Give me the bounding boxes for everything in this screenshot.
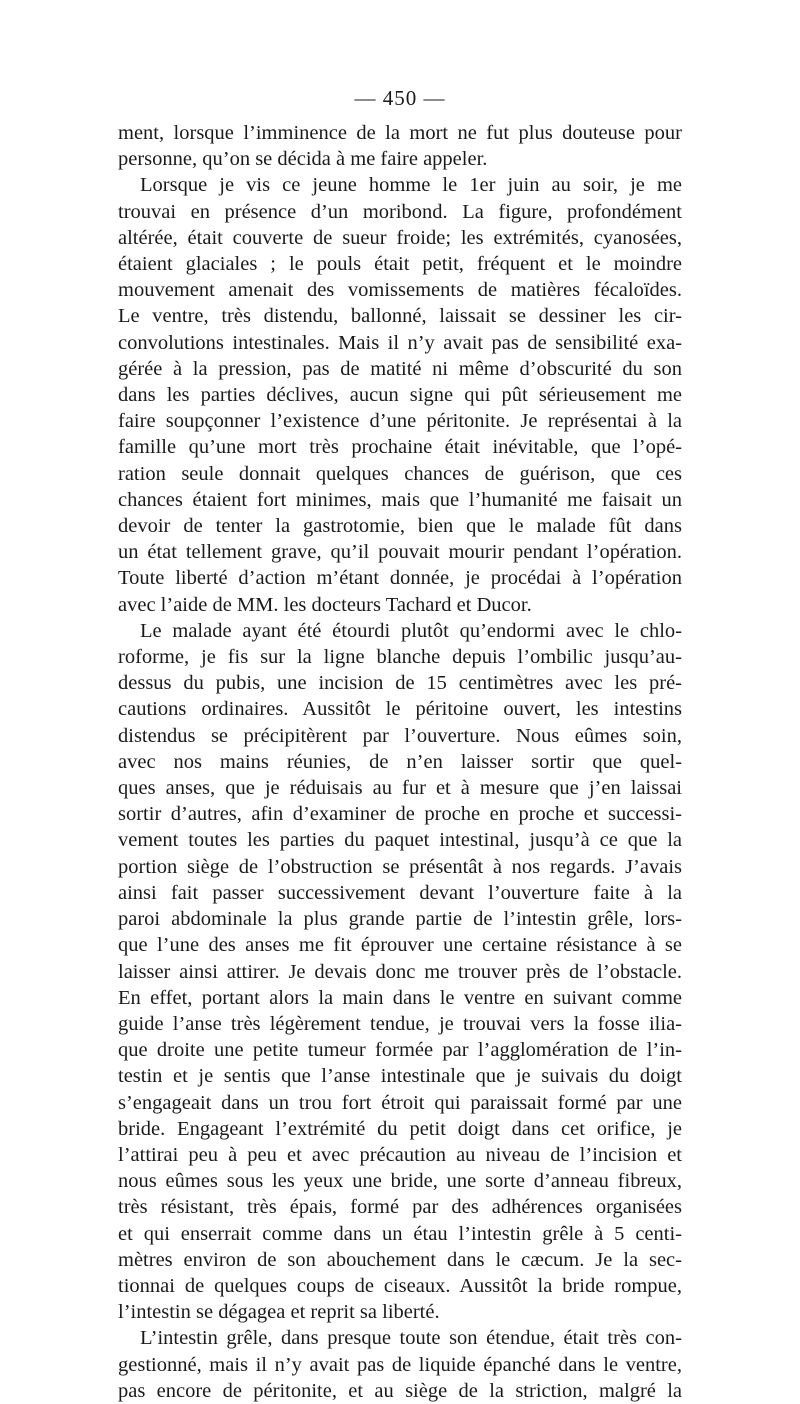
text-line: que l’une des anses me fit éprouver une certaine résistance à se: [118, 934, 682, 957]
text-line: personne, qu’on se décida à me faire appeler.: [118, 148, 488, 171]
text-line: gestionné, mais il n’y avait pas de liquide épanché dans le ventre,: [118, 1353, 682, 1376]
text-line: Le ventre, très distendu, ballonné, laissait se dessiner les cir-: [118, 305, 682, 328]
text-line: testin et je sentis que l’anse intestinale que je suivais du doigt: [118, 1065, 682, 1088]
text-line: nous eûmes sous les yeux une bride, une sorte d’anneau fibreux,: [118, 1170, 682, 1193]
text-line: que droite une petite tumeur formée par l’agglomération de l’in-: [118, 1039, 682, 1062]
text-line: Lorsque je vis ce jeune homme le 1er juin au soir, je me: [140, 174, 682, 197]
text-line: un état tellement grave, qu’il pouvait mourir pendant l’opération.: [118, 541, 682, 564]
text-line: mouvement amenait des vomissements de matières fécaloïdes.: [118, 279, 682, 302]
text-line: sortir d’autres, afin d’examiner de proche en proche et successi-: [118, 803, 682, 826]
text-line: bride. Engageant l’extrémité du petit doigt dans cet orifice, je: [118, 1117, 682, 1140]
text-line: ques anses, que je réduisais au fur et à mesure que j’en laissai: [118, 777, 682, 800]
text-line: l’intestin se dégagea et reprit sa liberté.: [118, 1301, 440, 1324]
text-line: dans les parties déclives, aucun signe qui pût sérieusement me: [118, 384, 682, 407]
text-line: ment, lorsque l’imminence de la mort ne fut plus douteuse pour: [118, 122, 682, 144]
text-line: laisser ainsi attirer. Je devais donc me trouver près de l’obstacle.: [118, 960, 682, 983]
text-line: distendus se précipitèrent par l’ouverture. Nous eûmes soin,: [118, 724, 682, 747]
page-number: — 450 —: [354, 86, 446, 110]
text-line: mètres environ de son abouchement dans le cæcum. Je la sec-: [118, 1248, 682, 1271]
text-line: devoir de tenter la gastrotomie, bien que le malade fût dans: [118, 515, 682, 538]
body-text: [118, 120, 682, 1404]
paragraph: [118, 172, 682, 617]
text-line: avec nos mains réunies, de n’en laisser sortir que quel-: [118, 750, 682, 773]
text-line: convolutions intestinales. Mais il n’y avait pas de sensibilité exa-: [118, 331, 682, 354]
text-line: avec l’aide de MM. les docteurs Tachard et Ducor.: [118, 593, 532, 616]
text-line: roforme, je fis sur la ligne blanche depuis l’ombilic jusqu’au-: [118, 646, 682, 669]
text-line: et qui enserrait comme dans un étau l’intestin grêle à 5 centi-: [118, 1222, 682, 1245]
text-line: s’engageait dans un trou fort étroit qui paraissait formé par une: [118, 1091, 682, 1114]
text-line: tionnai de quelques coups de ciseaux. Aussitôt la bride rompue,: [118, 1274, 682, 1297]
text-line: gérée à la pression, pas de matité ni même d’obscurité du son: [118, 357, 682, 380]
book-page: [118, 84, 682, 1404]
text-line: famille qu’une mort très prochaine était inévitable, que l’opé-: [118, 436, 682, 459]
text-line: portion siège de l’obstruction se présentât à nos regards. J’avais: [118, 855, 682, 878]
paragraph: [118, 618, 682, 1325]
paragraph: [118, 1325, 682, 1404]
text-line: En effet, portant alors la main dans le ventre en suivant comme: [118, 986, 682, 1009]
text-line: très résistant, très épais, formé par des adhérences organisées: [118, 1196, 682, 1219]
text-line: ainsi fait passer successivement devant l’ouverture faite à la: [118, 881, 682, 904]
text-line: chances étaient fort minimes, mais que l’humanité me faisait un: [118, 488, 682, 511]
text-line: paroi abdominale la plus grande partie de l’intestin grêle, lors-: [118, 908, 682, 931]
text-line: trouvai en présence d’un moribond. La figure, profondément: [118, 200, 682, 223]
text-line: cautions ordinaires. Aussitôt le péritoine ouvert, les intestins: [118, 698, 682, 721]
text-line: ration seule donnait quelques chances de guérison, que ces: [118, 462, 682, 485]
text-line: Le malade ayant été étourdi plutôt qu’endormi avec le chlo-: [140, 619, 682, 642]
text-line: dessus du pubis, une incision de 15 centimètres avec les pré-: [118, 672, 682, 695]
text-line: l’attirai peu à peu et avec précaution au niveau de l’incision et: [118, 1143, 682, 1166]
text-line: Toute liberté d’action m’étant donnée, je procédai à l’opération: [118, 567, 682, 590]
text-line: vement toutes les parties du paquet intestinal, jusqu’à ce que la: [118, 829, 682, 852]
text-line: L’intestin grêle, dans presque toute son étendue, était très con-: [140, 1327, 682, 1350]
text-line: altérée, était couverte de sueur froide; les extrémités, cyanosées,: [118, 226, 682, 249]
text-line: faire soupçonner l’existence d’une péritonite. Je représentai à la: [118, 410, 682, 433]
paragraph: [118, 120, 682, 172]
text-line: étaient glaciales ; le pouls était petit, fréquent et le moindre: [118, 253, 682, 276]
text-line: guide l’anse très légèrement tendue, je trouvai vers la fosse ilia-: [118, 1012, 682, 1035]
text-line: pas encore de péritonite, et au siège de la striction, malgré la: [118, 1379, 682, 1402]
